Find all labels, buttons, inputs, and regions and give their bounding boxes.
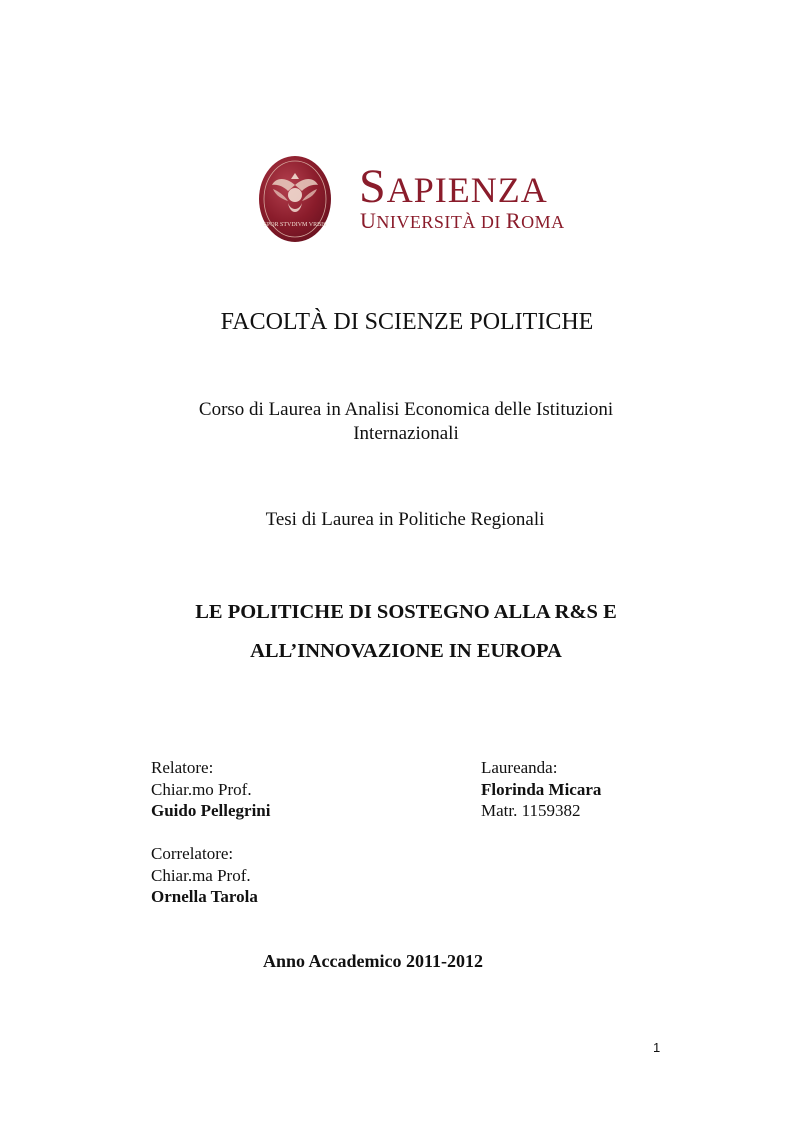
course-line-1: Corso di Laurea in Analisi Economica delle Istituzioni <box>198 399 614 420</box>
laureanda-matricola: Matr. 1159382 <box>481 801 581 820</box>
logo-name-rest: APIENZA <box>386 170 548 210</box>
thesis-title-line-1: LE POLITICHE DI SOSTEGNO ALLA R&S E <box>195 601 617 623</box>
logo-sub-initial: U <box>360 208 377 233</box>
relatore-label: Relatore: <box>151 758 214 777</box>
course-line-2: Internazionali <box>353 423 459 444</box>
correlatore-block <box>151 843 258 908</box>
faculty-heading: FACOLTÀ DI SCIENZE POLITICHE <box>220 309 594 335</box>
thesis-title-line-2: ALL’INNOVAZIONE IN EUROPA <box>250 640 562 662</box>
relatore-name: Guido Pellegrini <box>151 801 271 820</box>
logo-name-initial: S <box>359 160 387 213</box>
correlatore-name: Ornella Tarola <box>151 887 258 906</box>
relatore-title: Chiar.mo Prof. <box>151 779 252 799</box>
logo-subtitle <box>360 209 565 234</box>
logo-name <box>359 160 548 214</box>
logo-sub-initial-2: R <box>505 208 522 233</box>
page-number: 1 <box>653 1040 661 1055</box>
thesis-title <box>100 593 712 671</box>
laureanda-block <box>481 757 601 822</box>
relatore-block <box>151 757 270 822</box>
laureanda-name: Florinda Micara <box>481 779 602 799</box>
academic-year: Anno Accademico 2011-2012 <box>263 951 483 971</box>
university-seal <box>258 155 332 243</box>
logo-sub-rest-2: OMA <box>521 212 565 232</box>
course-name <box>150 398 662 446</box>
correlatore-title: Chiar.ma Prof. <box>151 865 251 885</box>
seal-text: SPQR STVDIVM VRBIS <box>263 222 327 228</box>
logo-sub-rest-1: NIVERSITÀ DI <box>376 212 506 232</box>
correlatore-label: Correlatore: <box>151 844 234 863</box>
thesis-type: Tesi di Laurea in Politiche Regionali <box>265 509 545 530</box>
laureanda-label: Laureanda: <box>481 758 558 777</box>
